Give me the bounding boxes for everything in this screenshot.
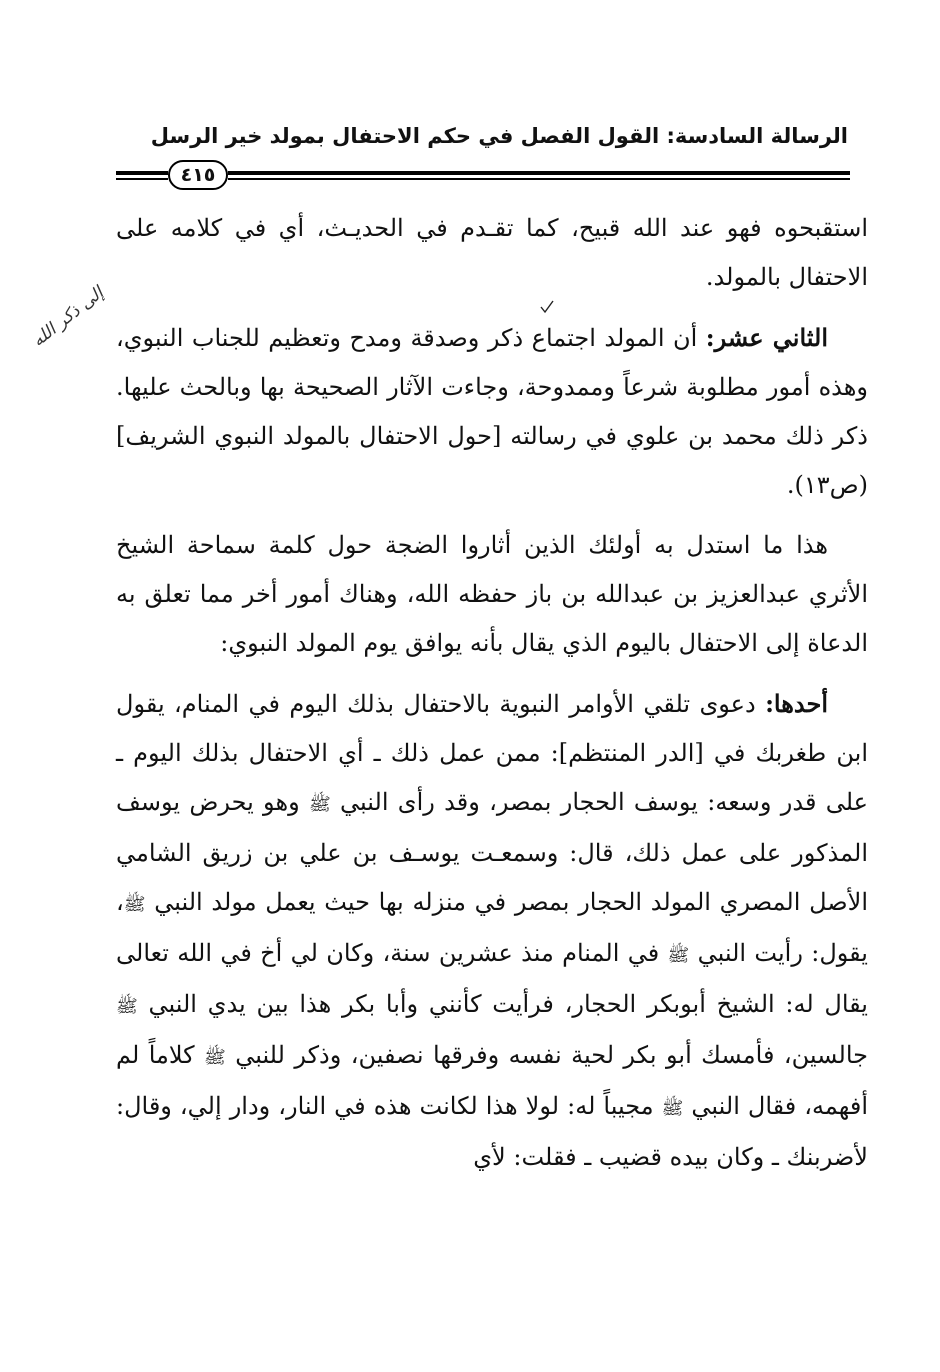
salawat-glyph: ﷺ [661,1098,684,1119]
salawat-glyph: ﷺ [667,945,690,966]
salawat-glyph: ﷺ [116,996,138,1017]
paragraph-2-text: أن المولد اجتماع ذكر وصدقة ومدح وتعظيم للجناب النبوي، وهذه أمور مطلوبة شرعاً وممدوحة، وجاءت الآثار الصحيحة بها وبالحث عليها. ذكر ذلك محمد بن علوي في رسالته [حول الاحتفال بالمولد النبوي الشريف] (ص١٣). [116,324,868,499]
paragraph-2 [116,313,868,510]
salawat-glyph: ﷺ [123,894,146,915]
paragraph-4-text-b: وهو يحرض يوسف المذكور على عمل ذلك، قال: وسمعـت يوسـف بن علي بن زريق الشامي الأصل المصري المولد الحجار بمصر في منزله بها حيث يعمل مولد النبي [116,788,869,916]
paragraph-4-lead: أحدها: [765,689,828,718]
salawat-glyph: ﷺ [309,794,331,815]
paragraph-4-text-c: ، يقول: رأيت النبي [116,888,868,967]
salawat-glyph: ﷺ [204,1047,226,1068]
handwritten-margin-note: إلى ذكر الله [28,283,108,352]
paragraph-3-text: هذا ما استدل به أولئك الذين أثاروا الضجة حول كلمة سماحة الشيخ الأثري عبدالعزيز بن عبدالله بن باز حفظه الله، وهناك أمور أخر مما تعلق به الدعاة إلى الاحتفال باليوم الذي يقال بأنه يوافق يوم المولد النبوي: [116,531,868,657]
body-text [116,204,868,1193]
page-number: ٤١٥ [168,160,228,190]
paragraph-2-lead: الثاني عشر: [705,323,828,352]
header-rule-left-thick [116,171,168,175]
running-header-title: الرسالة السادسة: القول الفصل في حكم الاحتفال بمولد خير الرسل [150,124,848,148]
paragraph-4-text-a: دعوى تلقي الأوامر النبوية بالاحتفال بذلك اليوم في المنام، يقول ابن طغربك في [الدر المنتظم]: ممن عمل ذلك ـ أي الاحتفال بذلك اليوم ـ على قدر وسعه: يوسف الحجار بمصر، وقد رأى النبي [116,690,868,816]
paragraph-4 [116,679,868,1182]
paragraph-4-text-g: مجيباً له: لولا هذا لكانت هذه في النار، ودار إلي، وقال: لأضربنك ـ وكان بيده قضيب ـ فقلت: لأي [116,1092,868,1171]
header-rule-thick [228,171,850,175]
header-rule-thin [228,178,850,180]
paragraph-4-text-f: كلاماً لم أفهمه، فقال النبي [116,1041,868,1120]
paragraph-4-text-e: جالسين، فأمسك أبو بكر لحية نفسه وفرقها نصفين، وذكر للنبي [225,1041,868,1069]
paragraph-1 [116,204,868,302]
paragraph-4-text-d: في المنام منذ عشرين سنة، وكان لي أخ في الله تعالى يقال له: الشيخ أبوبكر الحجار، فرأيت كأنني وأبا بكر هذا بين يدي النبي [116,939,868,1018]
paragraph-3 [116,521,868,668]
paragraph-1-text: استقبحوه فهو عند الله قبيح، كما تقـدم في الحديـث، أي في كلامه على الاحتفال بالمولد. [116,214,868,291]
header-rule-left-thin [116,178,168,180]
